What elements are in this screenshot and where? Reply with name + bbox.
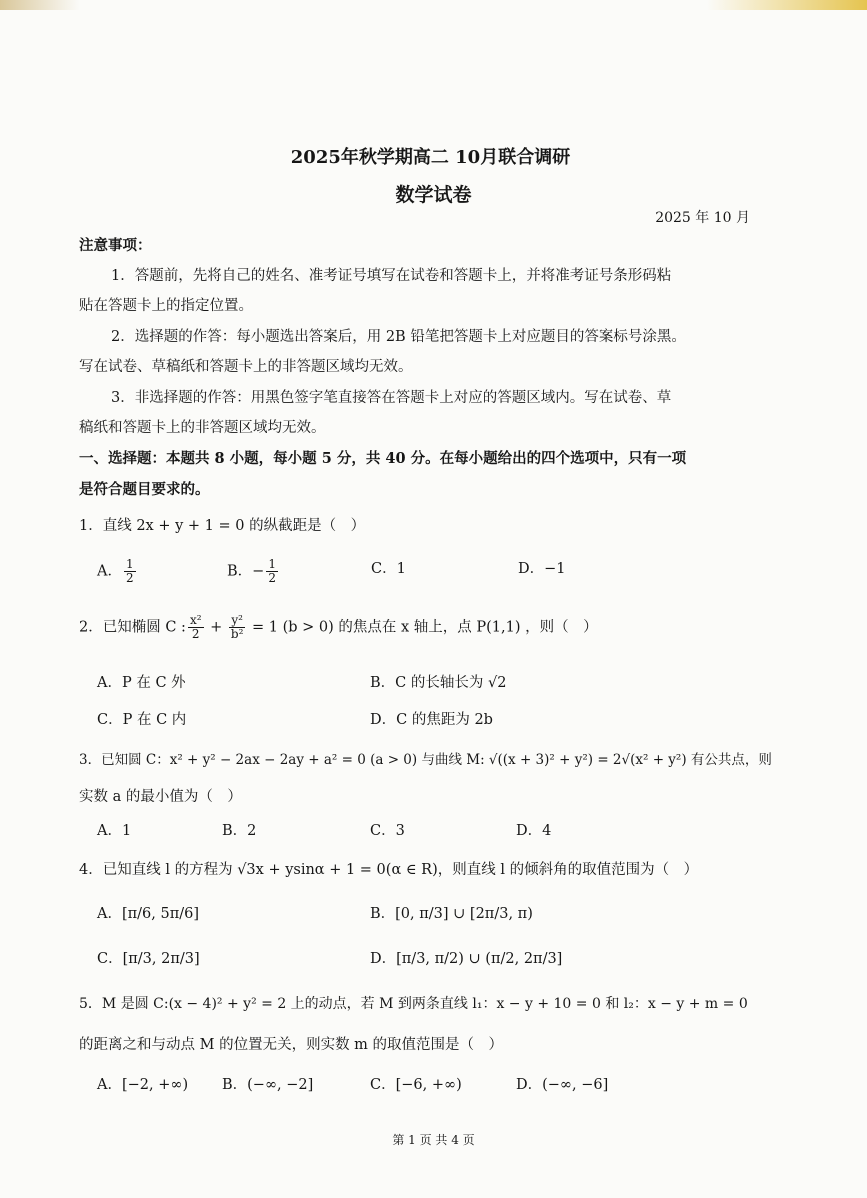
q2-stem <box>79 614 759 641</box>
notice-item3-line1: 3．非选择题的作答：用黑色签字笔直接答在答题卡上对应的答题区域内。写在试卷、草 <box>111 390 672 406</box>
q2-option-b: B．C 的长轴长为 √2 <box>370 675 507 691</box>
q3-stem-line2: 实数 a 的最小值为（ ） <box>79 789 242 805</box>
q1-a-numerator: 1 <box>125 557 134 571</box>
q2-fraction-1 <box>188 614 204 641</box>
q3-option-a: A．1 <box>97 823 132 839</box>
q2-option-c: C．P 在 C 内 <box>97 712 187 728</box>
q5-option-b: B．(−∞, −2] <box>222 1077 314 1093</box>
exam-subject: 数学试卷 <box>395 184 472 206</box>
q3-option-c: C．3 <box>370 823 405 839</box>
q4-option-d: D．[π/3, π/2) ∪ (π/2, 2π/3] <box>370 951 563 967</box>
q3-stem-line1: 3．已知圆 C：x² + y² − 2ax − 2ay + a² = 0 (a > 0) 与曲线 M: √((x + 3)² + y²) = 2√(x² + y²) 有公共点，则 <box>79 752 772 768</box>
q1-option-b-label: B．− <box>227 563 265 580</box>
q1-b-numerator: 1 <box>268 557 276 571</box>
q2-f1-numerator: x² <box>189 613 202 627</box>
notice-item1-line2: 贴在答题卡上的指定位置。 <box>79 298 253 314</box>
q1-a-denominator: 2 <box>125 571 134 585</box>
q4-stem: 4．已知直线 l 的方程为 √3x + ysinα + 1 = 0(α ∈ R)，则直线 l 的倾斜角的取值范围为（ ） <box>79 862 699 878</box>
q1-option-a-fraction <box>124 558 136 585</box>
q1-option-b-fraction <box>266 558 278 585</box>
q5-stem-line2: 的距离之和与动点 M 的位置无关，则实数 m 的取值范围是（ ） <box>79 1037 504 1053</box>
q1-option-a-label: A． <box>97 563 122 580</box>
notice-item3-line2: 稿纸和答题卡上的非答题区域均无效。 <box>79 420 326 436</box>
page-footer: 第 1 页 共 4 页 <box>392 1133 475 1147</box>
exam-date: 2025 年 10 月 <box>655 210 750 226</box>
exam-title: 2025年秋学期高二 10月联合调研 <box>290 147 571 168</box>
q2-stem-pre: 2．已知椭圆 C : <box>79 619 186 636</box>
q5-option-a: A．[−2, +∞) <box>97 1077 189 1093</box>
q4-option-c: C．[π/3, 2π/3] <box>97 951 200 967</box>
q4-option-b: B．[0, π/3] ∪ [2π/3, π) <box>370 906 533 922</box>
q1-stem: 1．直线 2x + y + 1 = 0 的纵截距是（ ） <box>79 518 366 534</box>
q1-b-denominator: 2 <box>268 571 276 585</box>
q1-option-c: C．1 <box>371 561 406 577</box>
scan-edge-right <box>707 0 867 10</box>
q3-option-d: D．4 <box>516 823 552 839</box>
notice-item2-line1: 2．选择题的作答：每小题选出答案后，用 2B 铅笔把答题卡上对应题目的答案标号涂黑。 <box>111 329 686 345</box>
notice-item1-line1: 1．答题前，先将自己的姓名、准考证号填写在试卷和答题卡上，并将准考证号条形码粘 <box>111 268 672 284</box>
q2-stem-post: = 1 (b > 0) 的焦点在 x 轴上，点 P(1,1) ，则（ ） <box>247 619 598 636</box>
q2-option-a: A．P 在 C 外 <box>97 675 186 691</box>
q5-option-c: C．[−6, +∞) <box>370 1077 462 1093</box>
q1-option-b <box>227 558 280 585</box>
q2-f2-numerator: y² <box>231 613 243 627</box>
q1-option-a <box>97 558 138 585</box>
scan-edge-left <box>0 0 80 10</box>
q4-option-a: A．[π/6, 5π/6] <box>97 906 200 922</box>
q2-plus: + <box>205 619 227 636</box>
q2-fraction-2 <box>229 614 246 641</box>
q3-option-b: B．2 <box>222 823 257 839</box>
q1-option-d: D．−1 <box>518 561 566 577</box>
q5-stem-line1: 5．M 是圆 C:(x − 4)² + y² = 2 上的动点，若 M 到两条直线 l₁：x − y + 10 = 0 和 l₂：x − y + m = 0 <box>79 996 748 1012</box>
section1-heading-line1: 一、选择题：本题共 8 小题，每小题 5 分，共 40 分。在每小题给出的四个选项中，只有一项 <box>79 450 687 467</box>
section1-heading-line2: 是符合题目要求的。 <box>79 481 210 498</box>
q2-f1-denominator: 2 <box>191 627 200 641</box>
q2-option-d: D．C 的焦距为 2b <box>370 712 493 728</box>
q2-f2-denominator: b² <box>230 627 244 641</box>
notice-heading: 注意事项： <box>79 237 152 254</box>
q5-option-d: D．(−∞, −6] <box>516 1077 609 1093</box>
notice-item2-line2: 写在试卷、草稿纸和答题卡上的非答题区域均无效。 <box>79 359 413 375</box>
